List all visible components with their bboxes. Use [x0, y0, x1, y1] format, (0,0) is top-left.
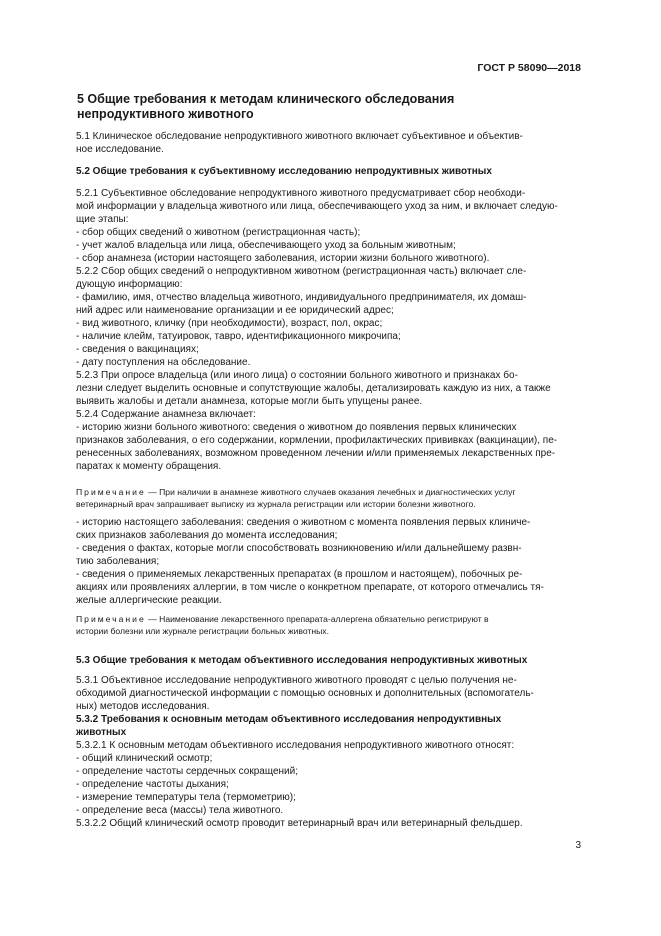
- text-line: - сбор анамнеза (истории настоящего заболевания, истории жизни больного животного).: [76, 253, 490, 264]
- text-line: обходимой диагностической информации с помощью основных и дополнительных (вспомогатель-: [76, 688, 534, 699]
- text-line: 5.3.2 Требования к основным методам объективного исследования непродуктивных: [76, 714, 502, 725]
- paragraphs-5-2: [76, 187, 584, 473]
- paragraph-history: [76, 516, 584, 607]
- text-line: 5.3.2.1 К основным методам объективного исследования непродуктивного животного относят:: [76, 740, 515, 751]
- text-line: лезни следует выделить основные и сопутствующие жалобы, детализировать каждую из них, а также: [76, 383, 551, 394]
- heading-5-3: [76, 654, 584, 667]
- section-title-line-1: 5 Общие требования к методам клинического обследования: [77, 92, 455, 106]
- note-1: [76, 487, 584, 510]
- note-line: [76, 614, 584, 626]
- text-line: - наличие клейм, татуировок, тавро, идентификационного микрочипа;: [76, 331, 401, 342]
- text-line: ных) методов исследования.: [76, 701, 210, 712]
- text-line: тию заболевания;: [76, 556, 160, 567]
- text-line: - фамилию, имя, отчество владельца животного, индивидуального предпринимателя, их домаш-: [76, 292, 527, 303]
- text-line: - дату поступления на обследование.: [76, 357, 251, 368]
- note-text: — При наличии в анамнезе животного случаев оказания лечебных и диагностических услуг: [145, 487, 516, 497]
- text-line: щие этапы:: [76, 214, 129, 225]
- text-line: 5.2.3 При опросе владельца (или иного лица) о состоянии больного животного и признаках бо-: [76, 370, 518, 381]
- note-line: ветеринарный врач запрашивает выписку из журнала регистрации или истории болезни животного.: [76, 498, 476, 509]
- note-line: истории болезни или журнале регистрации больных животных.: [76, 625, 329, 636]
- paragraph-5-3-2: [76, 739, 584, 830]
- text-line: 5.2.2 Сбор общих сведений о непродуктивном животном (регистрационная часть) включает сле-: [76, 266, 527, 277]
- text-line: 5.3.2.2 Общий клинический осмотр проводит ветеринарный врач или ветеринарный фельдшер.: [76, 818, 523, 829]
- text-line: ное исследование.: [76, 144, 164, 155]
- text-line: акциях или проявлениях аллергии, в том числе о конкретном препарате, от которого отмечались тя-: [76, 582, 544, 593]
- text-line: желые аллергические реакции.: [76, 595, 222, 606]
- text-line: - вид животного, кличку (при необходимости), возраст, пол, окрас;: [76, 318, 383, 329]
- section-title-line-2: непродуктивного животного: [77, 107, 254, 121]
- text-line: - сведения о вакцинациях;: [76, 344, 199, 355]
- note-line: [76, 487, 584, 499]
- note-2: [76, 614, 584, 637]
- note-text: — Наименование лекарственного препарата-аллергена обязательно регистрируют в: [145, 614, 489, 624]
- text-line: дующую информацию:: [76, 279, 183, 290]
- text-line: 5.2.1 Субъективное обследование непродуктивного животного предусматривает сбор необходи-: [76, 188, 526, 199]
- text-line: - учет жалоб владельца или лица, обеспечивающего уход за больным животным;: [76, 240, 456, 251]
- text-line: - историю настоящего заболевания: сведения о животном с момента появления первых клиниче-: [76, 517, 531, 528]
- text-line: - сведения о фактах, которые могли способствовать возникновению и/или дальнейшему развн-: [76, 543, 522, 554]
- text-line: - общий клинический осмотр;: [76, 753, 213, 764]
- standard-number: ГОСТ Р 58090—2018: [477, 62, 581, 74]
- page-number: 3: [575, 840, 581, 851]
- note-label: Примечание: [76, 614, 146, 624]
- text-line: - сведения о применяемых лекарственных препаратах (в прошлом и настоящем), побочных ре-: [76, 569, 523, 580]
- text-line: мой информации у владельца животного или лица, обеспечивающего уход за ним, и включает следую-: [76, 201, 558, 212]
- heading-5-3-2: [76, 713, 584, 739]
- text-line: - определение веса (массы) тела животного.: [76, 805, 284, 816]
- text-line: ских признаков заболевания до момента исследования;: [76, 530, 338, 541]
- text-line: - историю жизни больного животного: сведения о животном до появления первых клинических: [76, 422, 517, 433]
- text-line: - определение частоты сердечных сокращений;: [76, 766, 299, 777]
- text-line: 5.3 Общие требования к методам объективного исследования непродуктивных животных: [76, 655, 528, 666]
- text-line: выявить жалобы и детали анамнеза, которые могли быть упущены ранее.: [76, 396, 423, 407]
- text-line: - сбор общих сведений о животном (регистрационная часть);: [76, 227, 361, 238]
- section-title: [77, 92, 577, 122]
- text-line: 5.2 Общие требования к субъективному исследованию непродуктивных животных: [76, 166, 492, 177]
- text-line: ренесенных заболеваниях, возможном проведенном лечении и/или применяемых лекарственных пре-: [76, 448, 556, 459]
- text-line: - определение частоты дыхания;: [76, 779, 229, 790]
- paragraph-5-1: [76, 130, 584, 156]
- heading-5-2: [76, 165, 584, 178]
- text-line: 5.3.1 Объективное исследование непродуктивного животного проводят с целью получения не-: [76, 675, 517, 686]
- text-line: признаков заболевания, о его содержании, кормлении, профилактических прививках (вакцинации), пе-: [76, 435, 558, 446]
- text-line: паратах к моменту обращения.: [76, 461, 222, 472]
- note-label: Примечание: [76, 487, 146, 497]
- text-line: животных: [76, 727, 127, 738]
- text-line: 5.2.4 Содержание анамнеза включает:: [76, 409, 256, 420]
- text-line: ний адрес или наименование организации и ее юридический адрес;: [76, 305, 394, 316]
- paragraph-5-3-1: [76, 674, 584, 713]
- text-line: 5.1 Клиническое обследование непродуктивного животного включает субъективное и объектив-: [76, 131, 523, 142]
- text-line: - измерение температуры тела (термометрию);: [76, 792, 296, 803]
